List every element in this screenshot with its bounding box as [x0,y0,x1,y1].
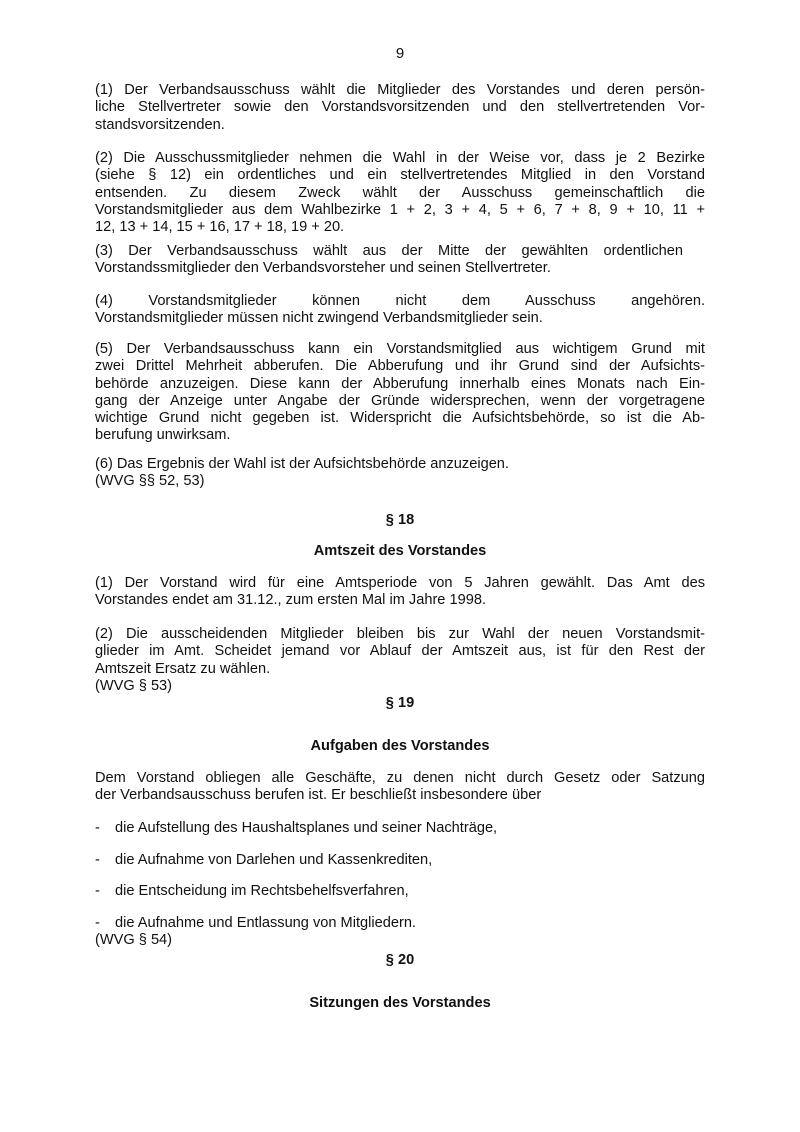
law-reference: (WVG § 53) [95,677,173,694]
list-item: - die Entscheidung im Rechtsbehelfsverfahren, [95,883,409,899]
paragraph-17-6: (6) Das Ergebnis der Wahl ist der Aufsichtsbehörde anzuzeigen. (WVG §§ 52, 53) [95,456,705,491]
paragraph-18-2: (2) Die ausscheidenden Mitglieder bleiben bis zur Wahl der neuen Vorstandsmit- glieder im Amt. Scheidet jemand vor Ablauf der Amtszeit aus, ist für den Rest der Amtszeit Ersatz zu wählen. (WVG § 53) [95,626,705,694]
paragraph-17-3: (3) Der Verbandsausschuss wählt aus der Mitte der gewählten ordentlichen Vorstandssmitglieder den Verbandsvorsteher und seinen Stellvertreter. [95,243,683,277]
paragraph-17-1: (1) Der Verbandsausschuss wählt die Mitglieder des Vorstandes und deren persön- liche Stellvertreter sowie den Vorstandsvorsitzenden und den stellvertretenden Vor- standsvorsitzenden. [95,82,705,133]
paragraph-19-intro: Dem Vorstand obliegen alle Geschäfte, zu denen nicht durch Gesetz oder Satzung der Verbandsausschuss berufen ist. Er beschließt insbesondere über [95,770,705,804]
list-item: - die Aufnahme und Entlassung von Mitgliedern. [95,915,416,931]
section-20-title: Sitzungen des Vorstandes [309,995,491,1011]
law-reference: (WVG § 54) [95,932,173,948]
section-19-number: § 19 [385,695,415,711]
page-number: 9 [395,45,405,62]
list-item: - die Aufstellung des Haushaltsplanes und seiner Nachträge, [95,820,498,836]
section-18-title: Amtszeit des Vorstandes [313,543,487,559]
section-19-title: Aufgaben des Vorstandes [310,738,490,754]
law-reference: (WVG §§ 52, 53) [95,473,205,490]
paragraph-18-1: (1) Der Vorstand wird für eine Amtsperiode von 5 Jahren gewählt. Das Amt des Vorstandes endet am 31.12., zum ersten Mal im Jahre 1998. [95,575,705,609]
list-item: - die Aufnahme von Darlehen und Kassenkrediten, [95,852,433,868]
section-18-number: § 18 [385,512,415,528]
paragraph-17-5: (5) Der Verbandsausschuss kann ein Vorstandsmitglied aus wichtigem Grund mit zwei Drittel Mehrheit abberufen. Die Abberufung und ihr Grund sind der Aufsichts- behörde anzuzeigen. Diese kann der Abberufung innerhalb eines Monats nach Ein- gang der Anzeige unter Angabe der Gründe widersprechen, wenn der vorgetragene wichtige Grund nicht gegeben ist. Widerspricht die Aufsichtsbehörde, so ist die Ab- berufung unwirksam. [95,341,705,444]
section-20-number: § 20 [385,952,415,968]
paragraph-17-4: (4) Vorstandsmitglieder können nicht dem Ausschuss angehören. Vorstandsmitglieder müssen nicht zwingend Verbandsmitglieder sein. [95,293,705,327]
paragraph-17-2: (2) Die Ausschussmitglieder nehmen die Wahl in der Weise vor, dass je 2 Bezirke (siehe § 12) ein ordentliches und ein stellvertretendes Mitglied in den Vorstand entsenden. Zu diesem Zweck wählt der Ausschuss gemeinschaftlich die Vorstandsmitglieder aus dem Wahlbezirke 1 + 2, 3 + 4, 5 + 6, 7 + 8, 9 + 10, 11 + 12, 13 + 14, 15 + 16, 17 + 18, 19 + 20. [95,150,705,236]
